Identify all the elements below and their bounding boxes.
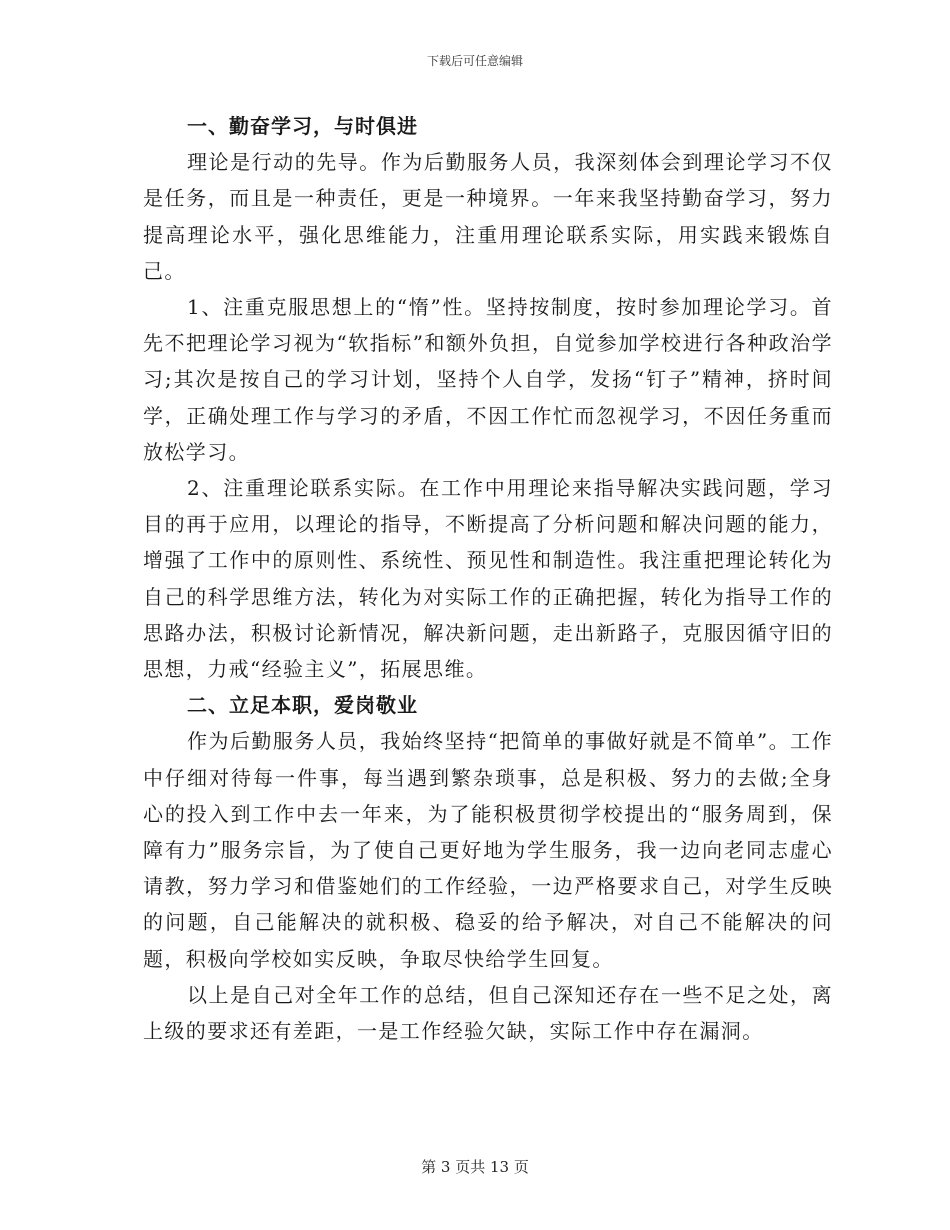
paragraph: 作为后勤服务人员，我始终坚持“把简单的事做好就是不简单”。工作中仔细对待每一件事，每当遇到繁杂琐事，总是积极、努力的去做;全身心的投入到工作中去一年来，为了能积极贯彻学校提出的“服务周到，保障有力”服务宗旨，为了使自己更好地为学生服务，我一边向老同志虚心请教，努力学习和借鉴她们的工作经验，一边严格要求自己，对学生反映的问题，自己能解决的就积极、稳妥的给予解决，对自己不能解决的问题，积极向学校如实反映，争取尽快给学生回复。 (143, 729, 833, 971)
paragraph: 2、注重理论联系实际。在工作中用理论来指导解决实践问题，学习目的再于应用，以理论的指导，不断提高了分析问题和解决问题的能力，增强了工作中的原则性、系统性、预见性和制造性。我注重把理论转化为自己的科学思维方法，转化为对实际工作的正确把握，转化为指导工作的思路办法，积极讨论新情况，解决新问题，走出新路子，克服因循守旧的思想，力戒“经验主义”，拓展思维。 (143, 476, 833, 682)
page-number: 第 3 页共 13 页 (421, 1158, 529, 1176)
section-1 (143, 108, 833, 687)
page-header-note: 下载后可任意编辑 (426, 54, 523, 68)
paragraph: 1、注重克服思想上的“惰”性。坚持按制度，按时参加理论学习。首先不把理论学习视为“软指标”和额外负担，自觉参加学校进行各种政治学习;其次是按自己的学习计划，坚持个人自学，发扬“钉子”精神，挤时间学，正确处理工作与学习的矛盾，不因工作忙而忽视学习，不因任务重而放松学习。 (143, 295, 833, 464)
section-heading: 一、勤奋学习，与时俱进 (187, 114, 418, 138)
paragraph: 理论是行动的先导。作为后勤服务人员，我深刻体会到理论学习不仅是任务，而且是一种责任，更是一种境界。一年来我坚持勤奋学习，努力提高理论水平，强化思维能力，注重用理论联系实际，用实践来锻炼自己。 (143, 150, 833, 283)
section-heading: 二、立足本职，爱岗敬业 (187, 693, 418, 718)
paragraph: 以上是自己对全年工作的总结，但自己深知还存在一些不足之处，离上级的要求还有差距，一是工作经验欠缺，实际工作中存在漏洞。 (143, 982, 833, 1044)
document-body (143, 108, 833, 1049)
section-2 (143, 687, 833, 1049)
